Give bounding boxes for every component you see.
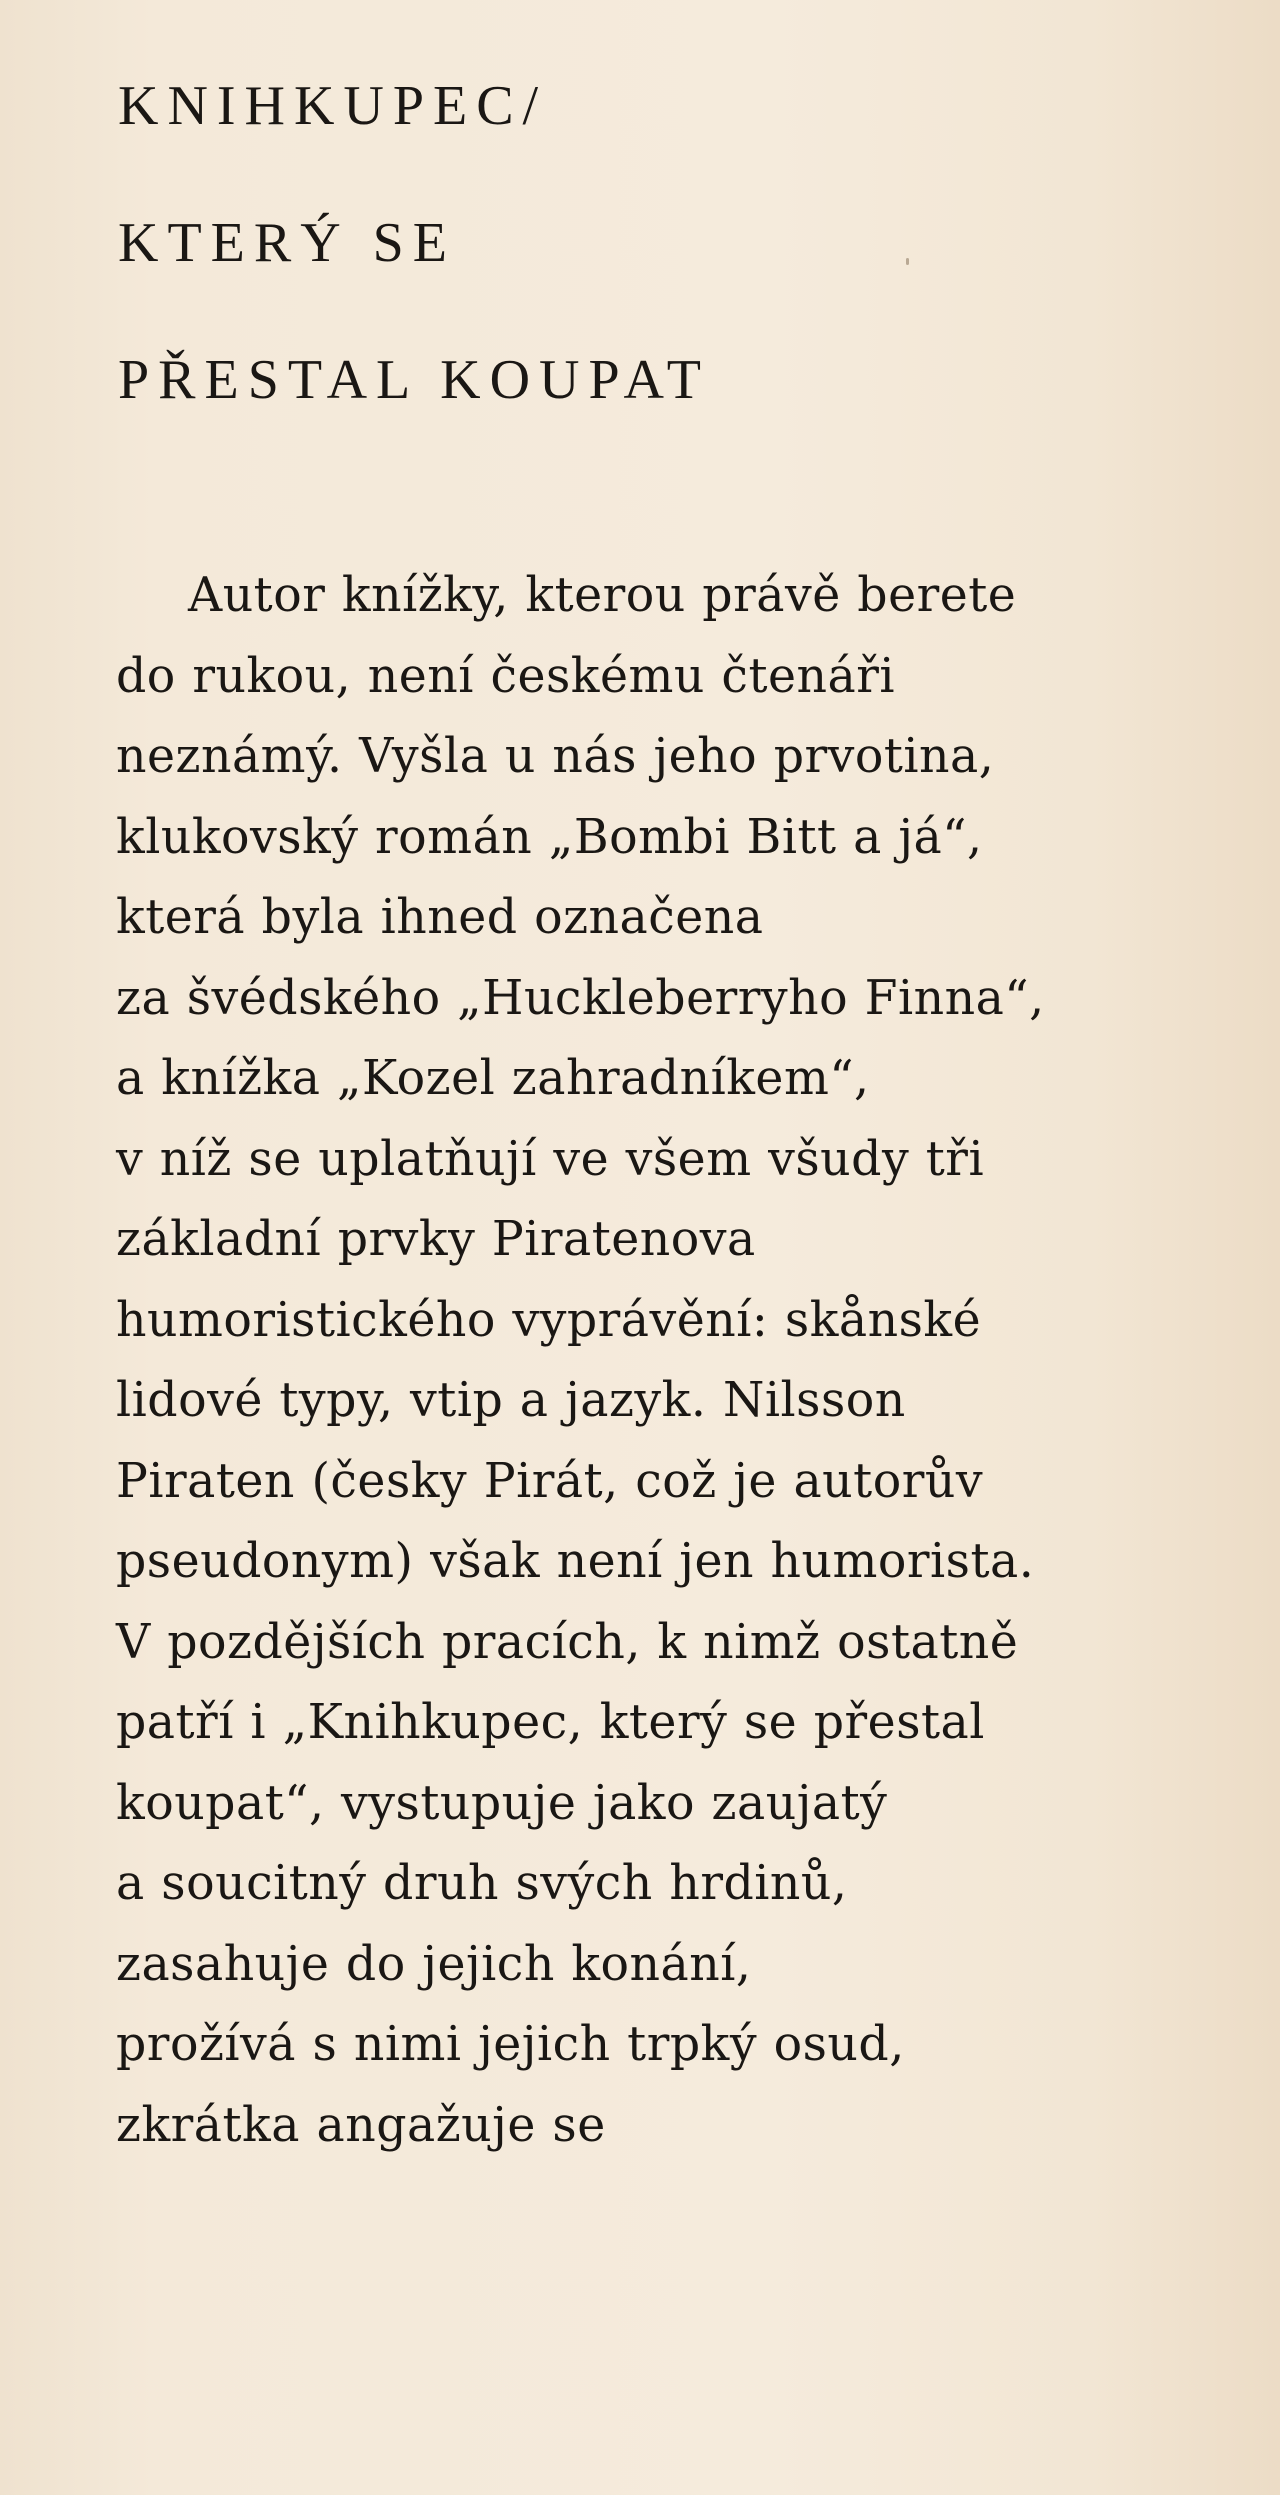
- body-line: neznámý. Vyšla u nás jeho prvotina,: [116, 729, 995, 784]
- body-line: zkrátka angažuje se: [116, 2097, 606, 2153]
- body-line: zasahuje do jejich konání,: [116, 1936, 752, 1992]
- body-line: lidové typy, vtip a jazyk. Nilsson: [116, 1373, 906, 1428]
- body-line: humoristického vyprávění: skånské: [116, 1292, 982, 1348]
- body-line: patří i „Knihkupec, který se přestal: [116, 1695, 985, 1750]
- title-line: KTERÝ SE: [118, 212, 456, 274]
- body-line: Piraten (česky Pirát, což je autorův: [116, 1453, 984, 1509]
- body-line: koupat“, vystupuje jako zaujatý: [116, 1775, 888, 1831]
- body-line: do rukou, není českému čtenáři: [116, 648, 895, 704]
- body-paragraph: [116, 556, 1266, 2166]
- body-line: prožívá s nimi jejich trpký osud,: [116, 2017, 905, 2072]
- body-line: V pozdějších pracích, k nimž ostatně: [116, 1614, 1019, 1670]
- body-line: pseudonym) však není jen humorista.: [116, 1534, 1035, 1589]
- body-line: a knížka „Kozel zahradníkem“,: [116, 1051, 870, 1106]
- paper-speck: [906, 258, 909, 265]
- body-line: v níž se uplatňují ve všem všudy tři: [116, 1131, 985, 1187]
- book-title: [118, 38, 710, 449]
- title-line: PŘESTAL KOUPAT: [118, 349, 710, 411]
- body-line: za švédského „Huckleberryho Finna“,: [116, 970, 1045, 1026]
- body-line: Autor knížky, kterou právě berete: [188, 568, 1017, 623]
- body-line: klukovský román „Bombi Bitt a já“,: [116, 809, 983, 865]
- body-line: základní prvky Piratenova: [116, 1212, 756, 1267]
- title-line: KNIHKUPEC/: [118, 75, 548, 137]
- body-line: a soucitný druh svých hrdinů,: [116, 1856, 848, 1911]
- body-line: která byla ihned označena: [116, 890, 764, 945]
